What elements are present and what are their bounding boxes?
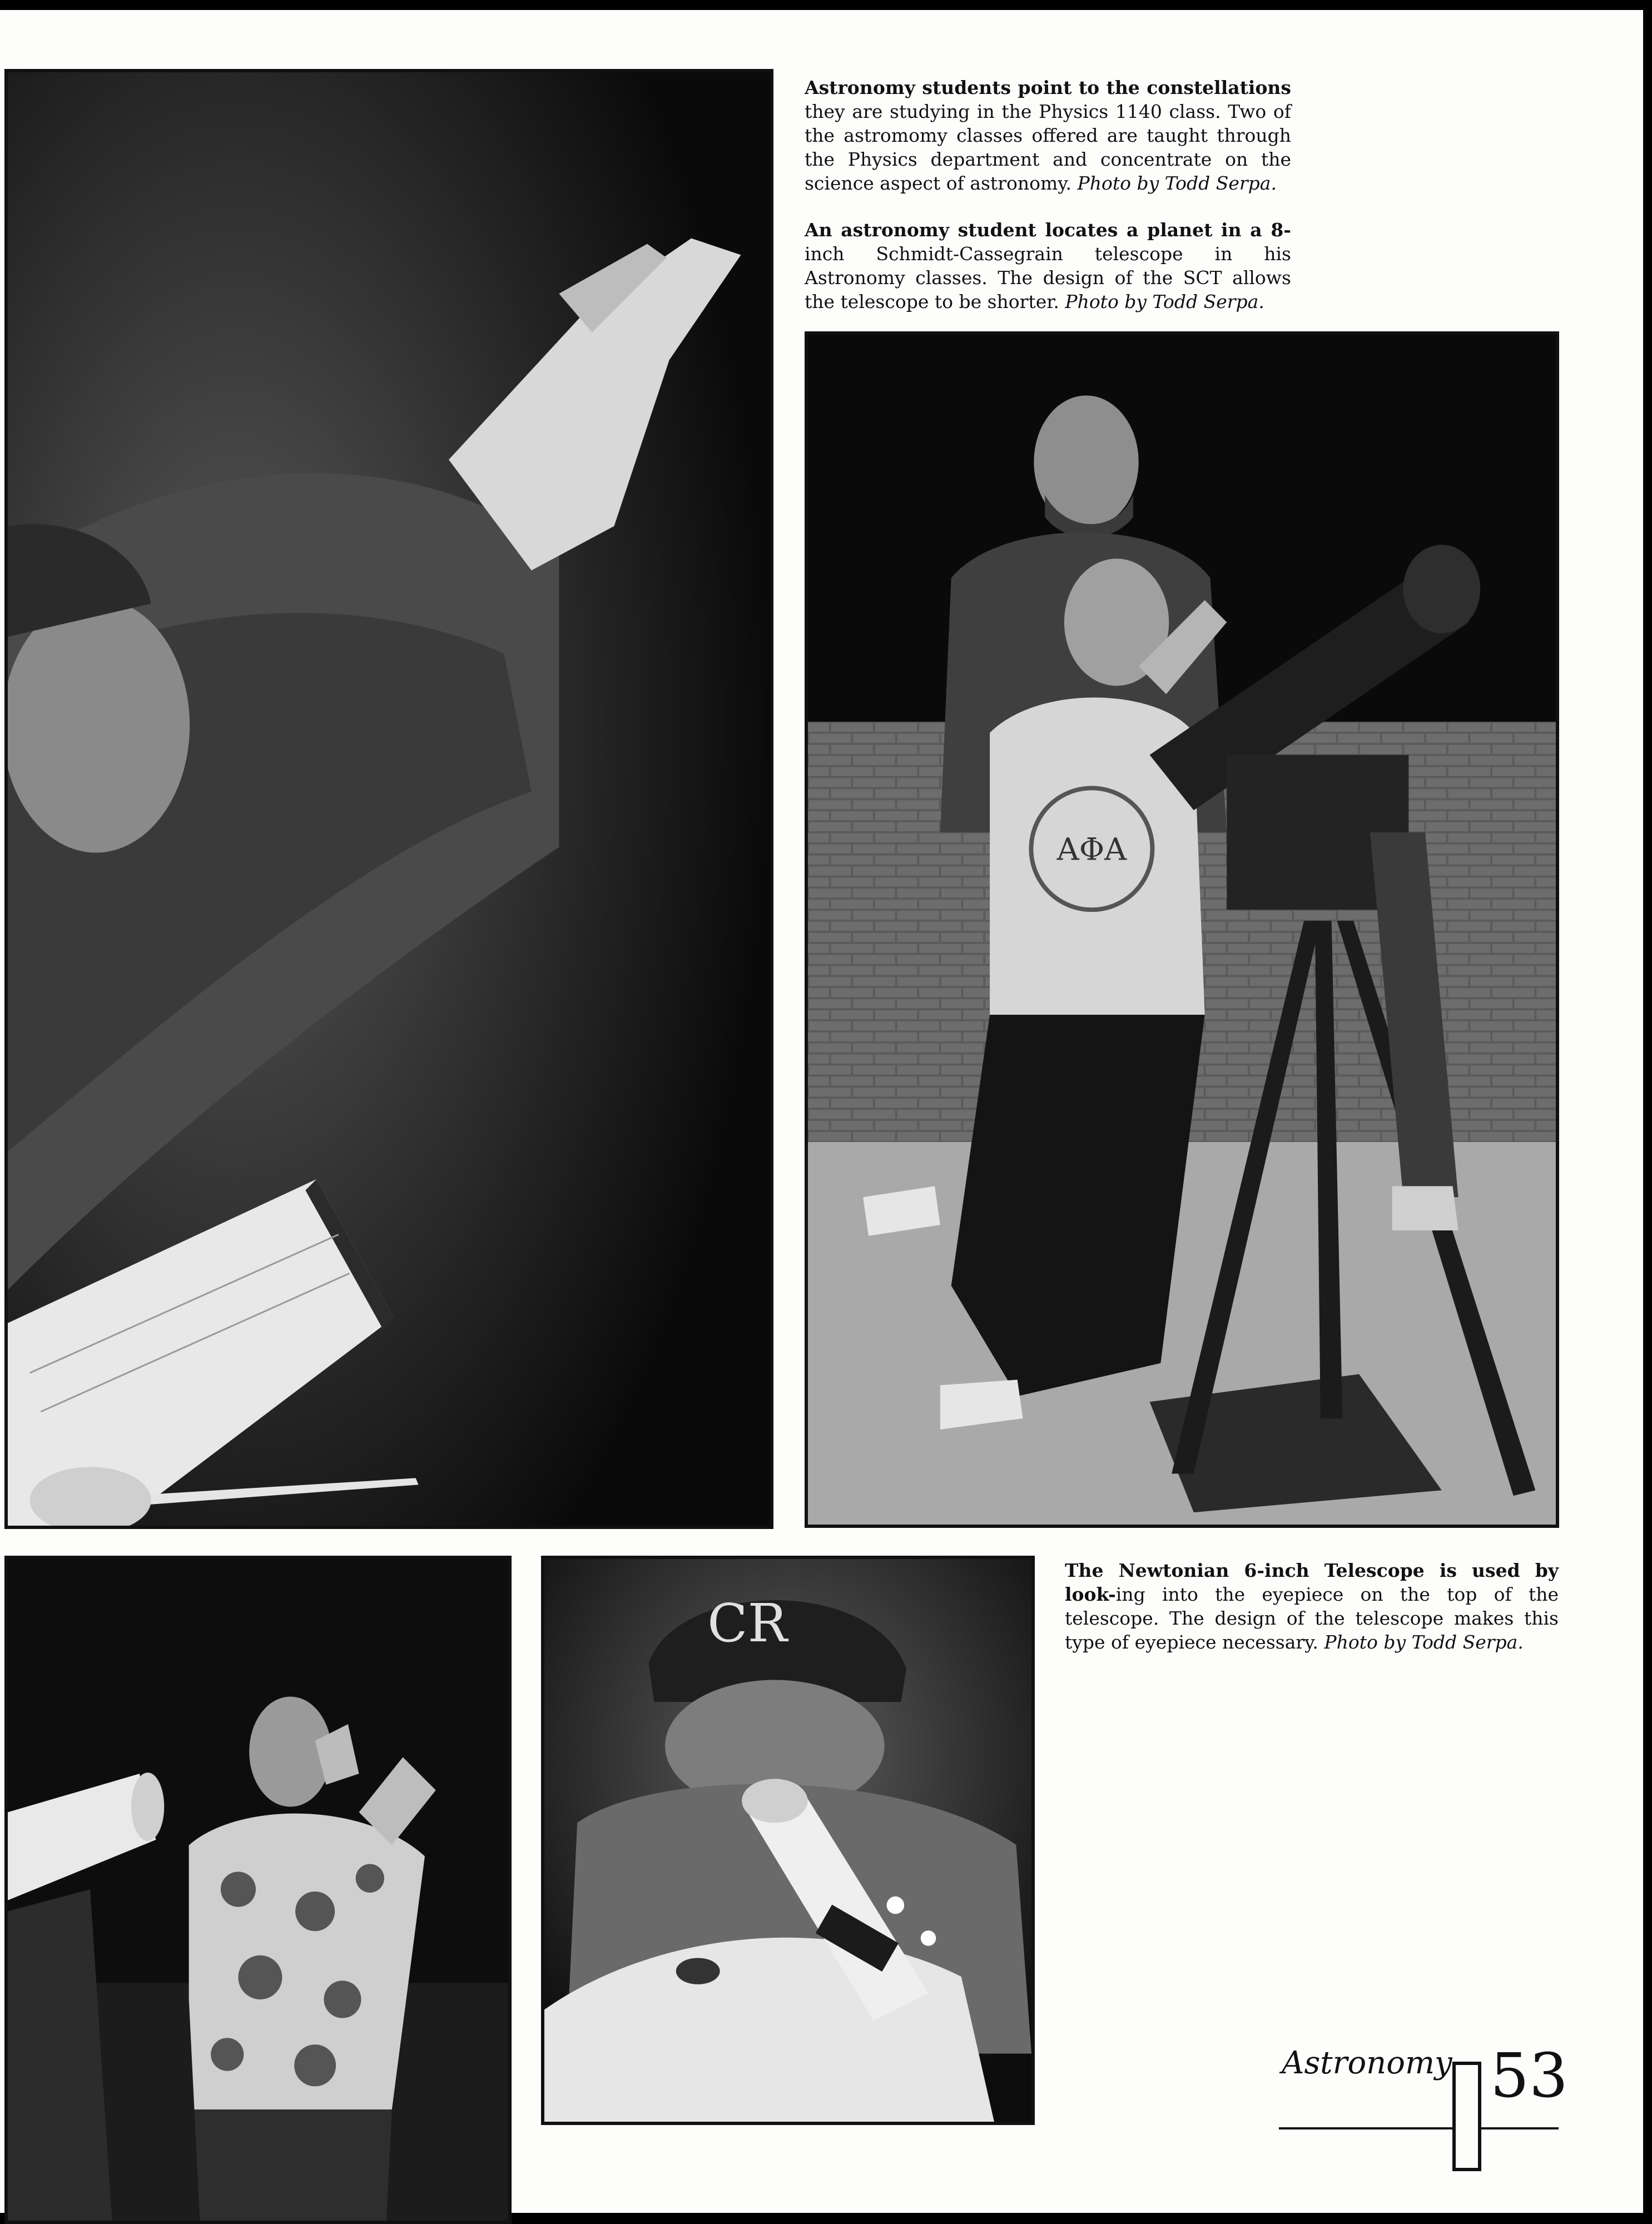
caption-telescope-lead: An astronomy student locates a planet in a 8-: [805, 219, 1291, 241]
page-number: 53: [1490, 2040, 1568, 2111]
yearbook-page: [0, 10, 1643, 2213]
caption-newtonian-lead: The Newtonian 6-inch Telescope is used by look-: [1065, 1560, 1559, 1605]
folio-section: Astronomy: [1282, 2045, 1452, 2081]
cap-logo: CR: [707, 1593, 787, 1655]
shirt-letters: ΑΦΑ: [1056, 831, 1127, 868]
photo-pointing-students: [4, 69, 773, 1529]
caption-newtonian-credit: Photo by Todd Serpa.: [1324, 1631, 1524, 1653]
caption-telescope-credit: Photo by Todd Serpa.: [1065, 291, 1264, 312]
sct-telescope-image: [808, 335, 1556, 1525]
caption-newtonian-body: ing into the eyepiece on the top of the telescope. The design of the telescope makes this type of eyepiece necessary.: [1065, 1583, 1559, 1653]
newtonian-image: [544, 1559, 1031, 2122]
photo-stargazer: [4, 1556, 512, 2224]
caption-telescope: [805, 218, 1291, 314]
caption-pointing-body: they are studying in the Physics 1140 class. Two of the astromomy classes offered are taught through the Physics department and concentrate on the science aspect of astronomy.: [805, 101, 1291, 194]
caption-pointing-credit: Photo by Todd Serpa.: [1077, 172, 1277, 194]
photo-newtonian: [541, 1556, 1035, 2125]
caption-telescope-body: inch Schmidt-Cassegrain telescope in his Astronomy classes. The design of the SCT allows the telescope to be shorter.: [805, 243, 1291, 312]
folio-box: [1452, 2062, 1481, 2171]
caption-pointing: [805, 76, 1291, 195]
stargazer-image: [8, 1559, 508, 2221]
caption-newtonian: [1065, 1558, 1559, 1654]
caption-pointing-lead: Astronomy students point to the constellations: [805, 77, 1291, 98]
folio-rule: [1279, 2127, 1559, 2129]
photo-sct-telescope: [805, 331, 1559, 1528]
pointing-students-image: [8, 72, 770, 1526]
